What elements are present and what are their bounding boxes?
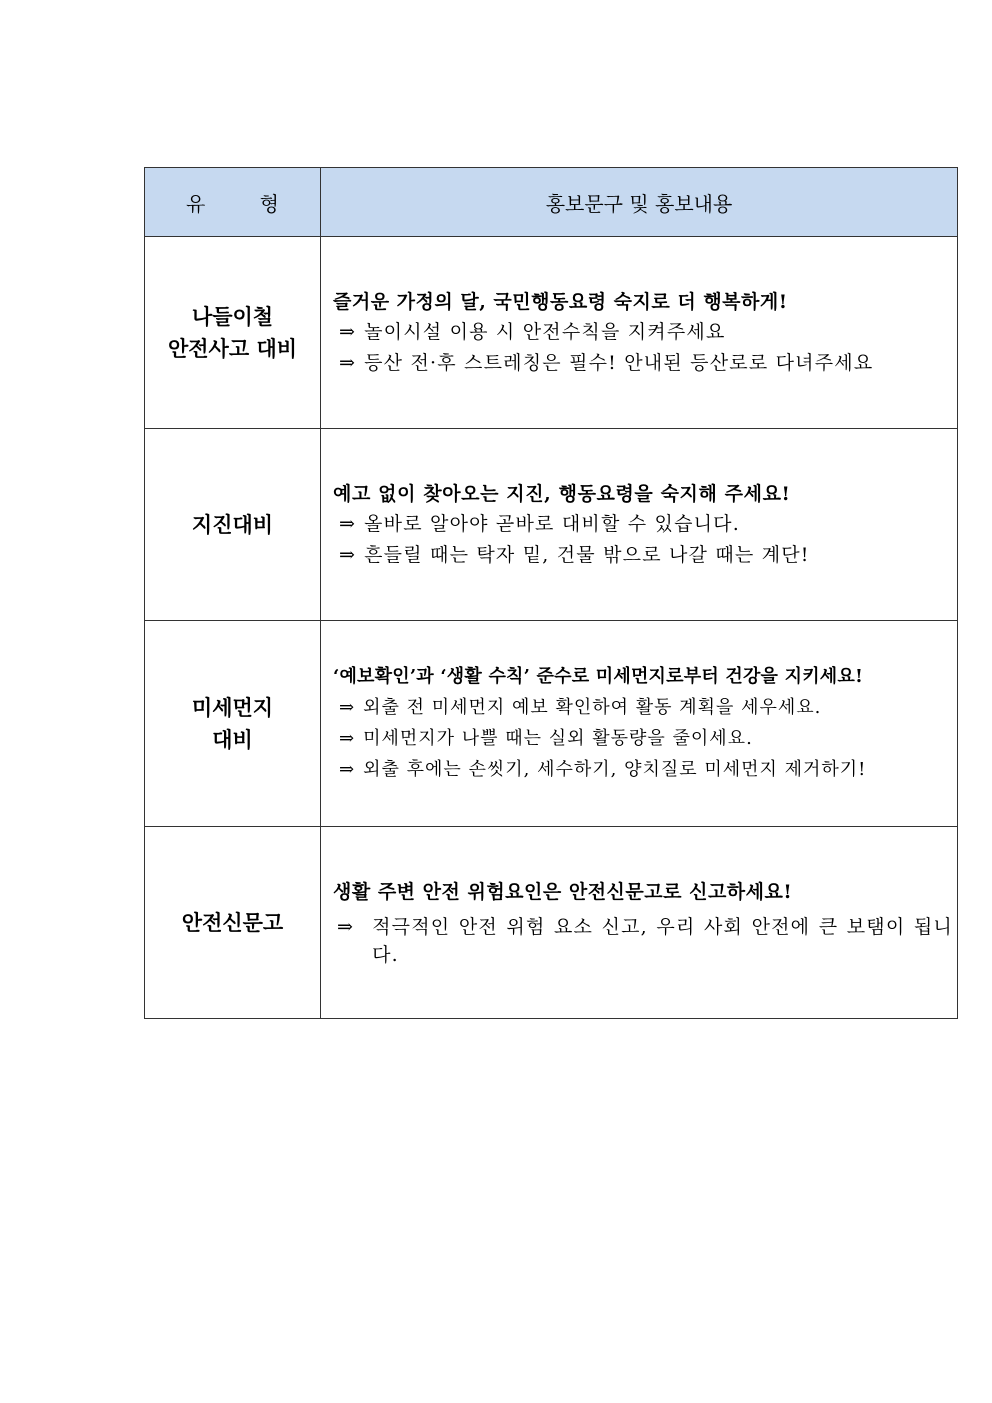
table-row [145,621,958,827]
header-type-label: 유 형 [186,191,303,216]
detail-text: 흔들릴 때는 탁자 밑, 건물 밖으로 나갈 때는 계단! [364,543,810,566]
detail-text: 놀이시설 이용 시 안전수칙을 지켜주세요 [364,320,726,343]
table-header-row [145,168,958,237]
type-cell [145,237,321,429]
header-content [321,168,958,237]
detail-text: 외출 후에는 손씻기, 세수하기, 양치질로 미세먼지 제거하기! [363,759,867,780]
content-cell [321,237,958,429]
detail-text: 미세먼지가 나쁠 때는 실외 활동량을 줄이세요. [363,728,753,749]
detail-text: 등산 전·후 스트레칭은 필수! 안내된 등산로로 다녀주세요 [364,351,874,374]
table-row [145,237,958,429]
detail-line [333,509,953,540]
table-row [145,827,958,1019]
arrow-icon: ⇒ [339,351,357,374]
arrow-icon: ⇒ [339,759,356,780]
type-label-line: 미세먼지 [191,695,274,720]
header-content-label: 홍보문구 및 홍보내용 [545,191,733,216]
headline: ‘예보확인’과 ‘생활 수칙’ 준수로 미세먼지로부터 건강을 지키세요! [333,666,864,687]
detail-line [333,913,953,969]
headline: 즐거운 가정의 달, 국민행동요령 숙지로 더 행복하게! [333,290,788,313]
content-cell [321,621,958,827]
type-cell [145,429,321,621]
type-cell [145,621,321,827]
header-type [145,168,321,237]
arrow-icon: ⇒ [339,697,356,718]
content-cell [321,429,958,621]
detail-text: 외출 전 미세먼지 예보 확인하여 활동 계획을 세우세요. [363,697,822,718]
type-label-line: 안전신문고 [181,910,284,935]
detail-line [333,754,953,785]
detail-line [333,723,953,754]
table-row [145,429,958,621]
detail-line [333,692,953,723]
arrow-icon: ⇒ [339,728,356,749]
headline: 생활 주변 안전 위험요인은 안전신문고로 신고하세요! [333,880,793,903]
content-cell [321,827,958,1019]
detail-line [333,540,953,571]
type-label-line: 대비 [212,727,253,752]
headline: 예고 없이 찾아오는 지진, 행동요령을 숙지해 주세요! [333,482,791,505]
arrow-icon: ⇒ [339,512,357,535]
detail-line [333,348,953,379]
arrow-icon: ⇒ [337,915,355,938]
promo-table [144,167,958,1019]
detail-line [333,317,953,348]
type-cell [145,827,321,1019]
detail-text: 적극적인 안전 위험 요소 신고, 우리 사회 안전에 큰 보탬이 됩니다. [372,915,953,966]
type-label-line: 안전사고 대비 [167,336,298,361]
detail-text: 올바로 알아야 곧바로 대비할 수 있습니다. [364,512,740,535]
arrow-icon: ⇒ [339,320,357,343]
arrow-icon: ⇒ [339,543,357,566]
type-label-line: 나들이철 [191,304,274,329]
type-label-line: 지진대비 [191,512,274,537]
